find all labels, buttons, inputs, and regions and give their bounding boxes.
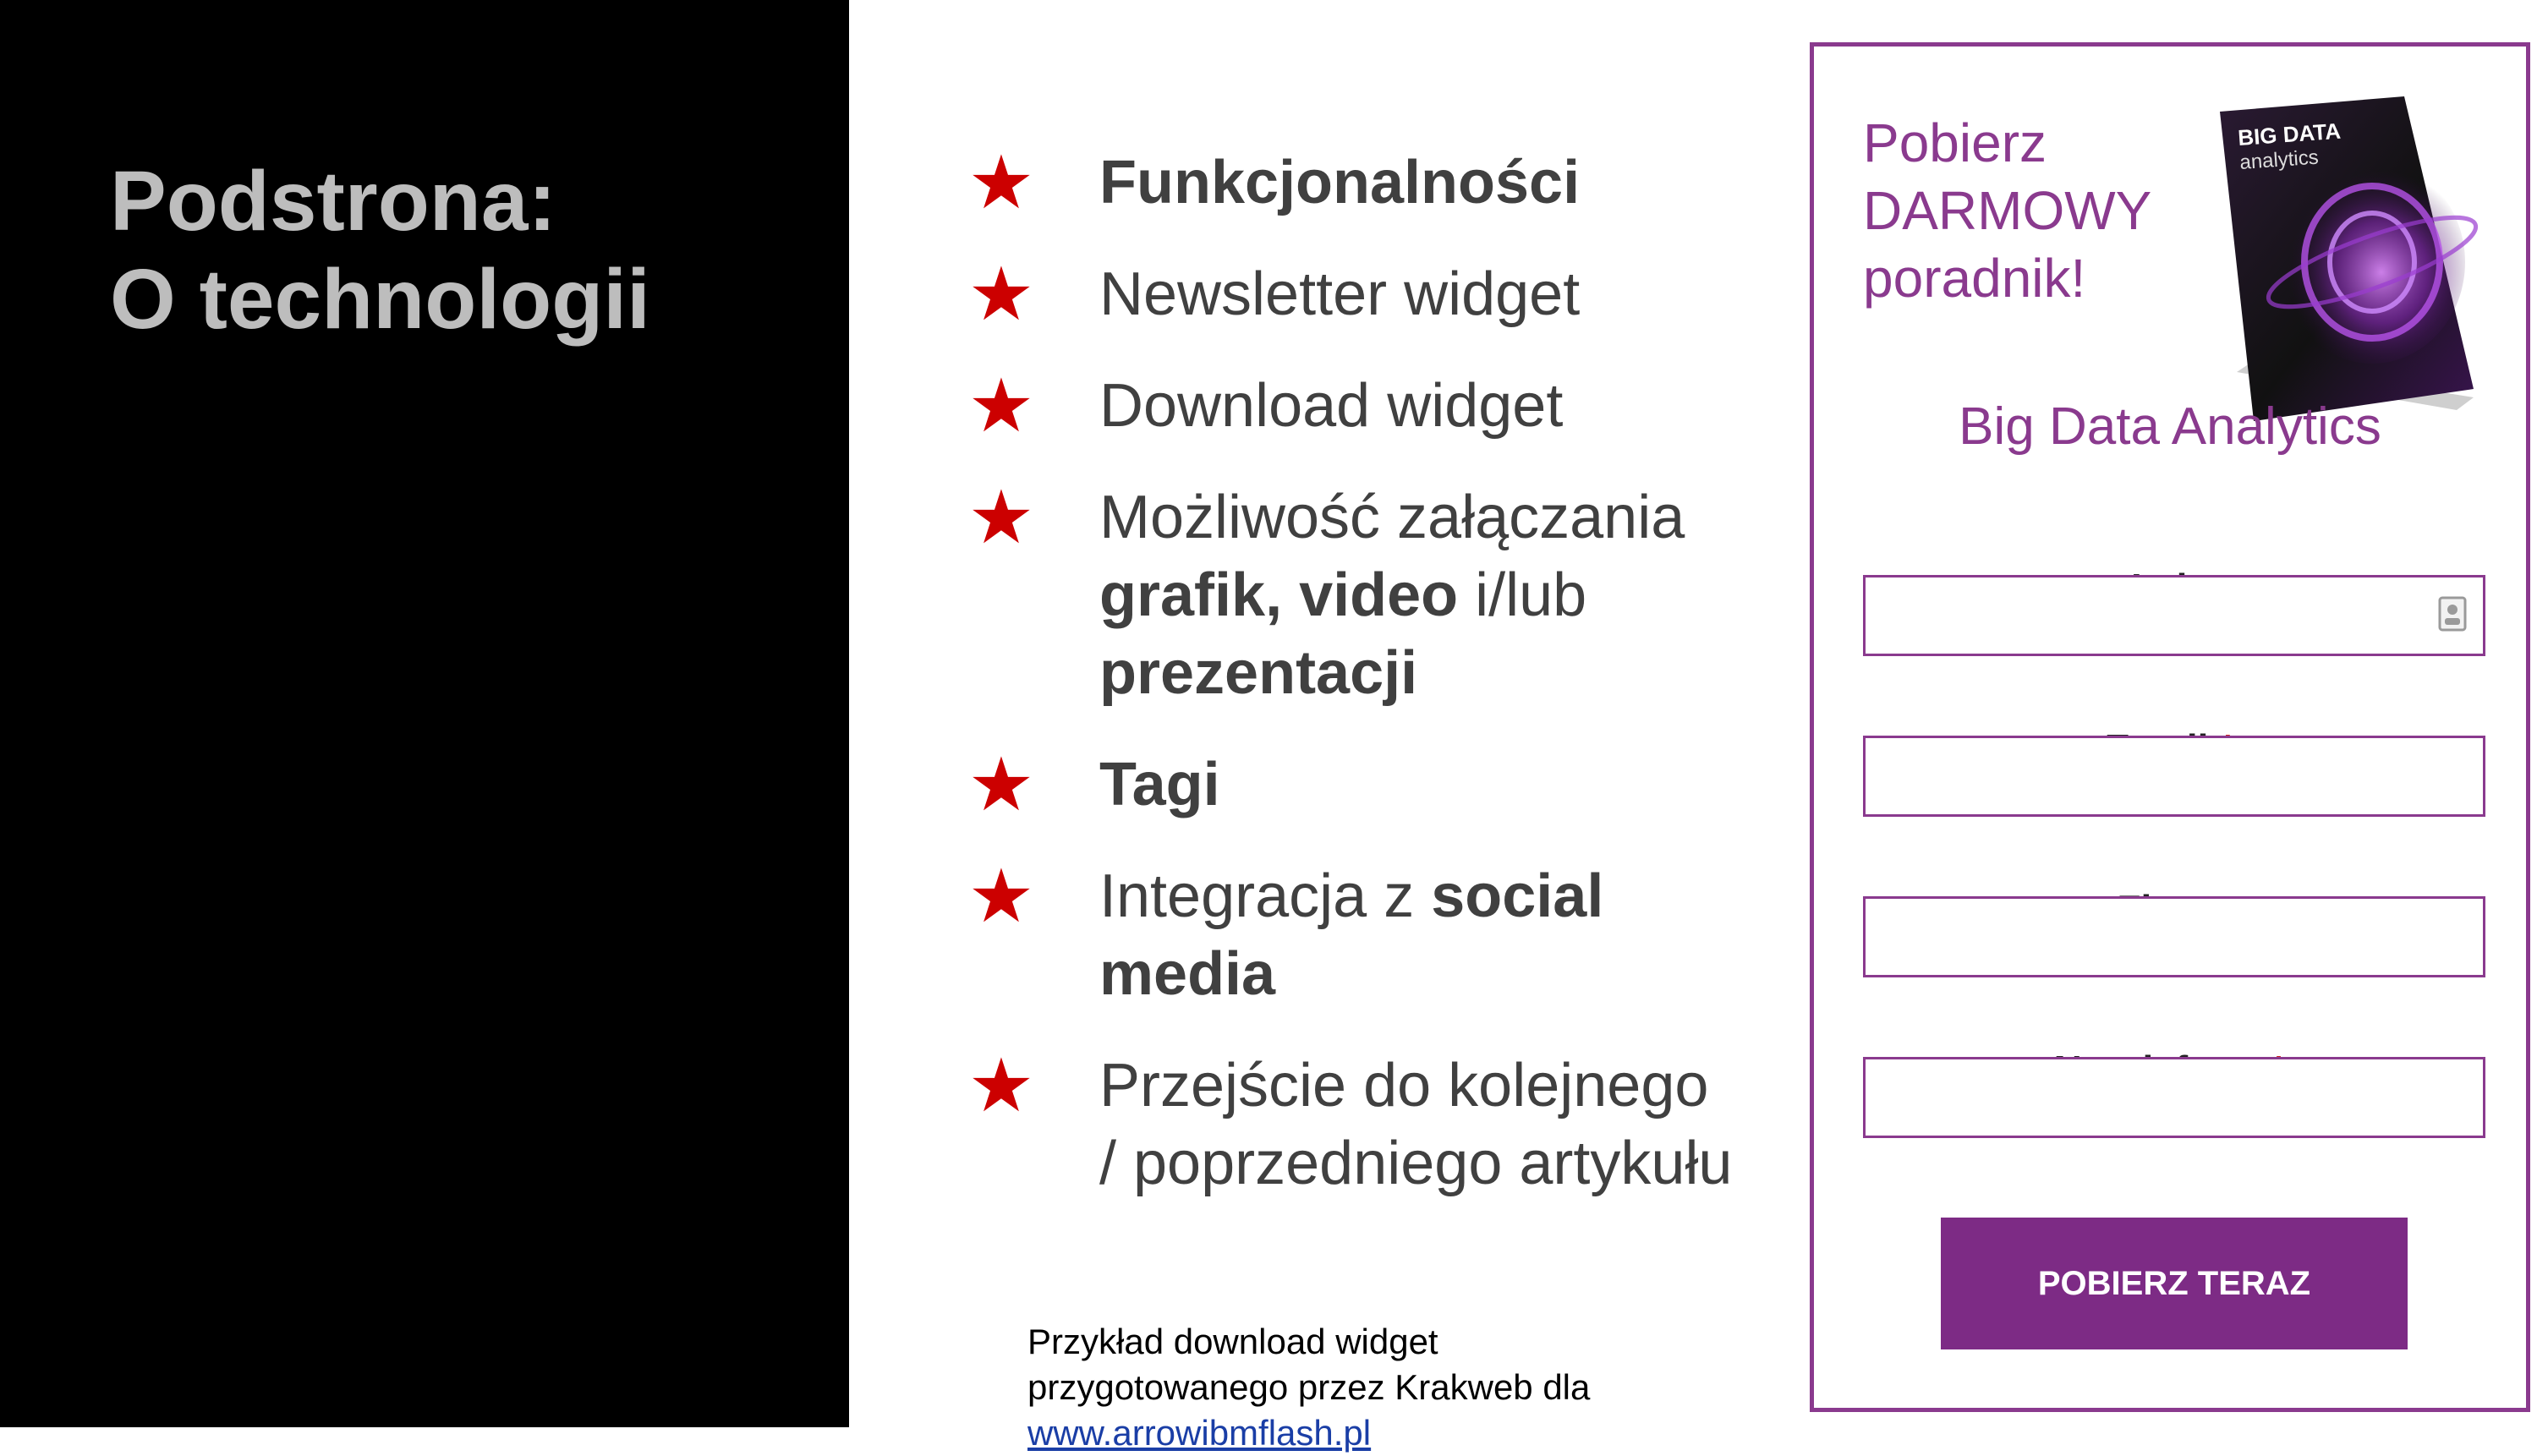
feature-text-regular: Newsletter widget [1099,260,1581,328]
star-icon: ★ [967,140,1035,224]
feature-item [964,475,1742,712]
slide-title-line-1: Podstrona: [110,154,556,249]
book-subtitle: analytics [2238,145,2320,174]
promo-text [1863,109,2218,312]
feature-text [1099,149,1580,216]
feature-item [964,252,1742,336]
caption-line-1: Przykład download widget [1027,1322,1438,1361]
slide-title [110,152,650,348]
star-icon: ★ [967,364,1035,447]
widget-caption [1027,1319,1789,1456]
feature-text-bold: grafik, video [1099,561,1459,629]
feature-text-regular: Download widget [1099,372,1564,440]
feature-text [1099,260,1580,328]
feature-text [1099,751,1220,818]
name-input[interactable] [1863,575,2485,656]
feature-item [964,854,1742,1013]
feature-text-bold: Funkcjonalności [1099,149,1581,216]
feature-item [964,1043,1742,1202]
feature-text-bold: Tagi [1099,751,1220,818]
feature-list [964,140,1742,1236]
feature-text-regular: Możliwość załączania [1099,484,1685,551]
download-now-button[interactable]: POBIERZ TERAZ [1941,1218,2408,1349]
star-icon: ★ [967,475,1035,559]
star-icon: ★ [967,854,1035,938]
title-panel [0,0,849,1427]
star-icon: ★ [967,1043,1035,1127]
feature-text [1099,484,1685,707]
book-cover-image [2203,93,2490,431]
feature-text-regular: Integracja z [1099,862,1432,930]
promo-line-2: DARMOWY [1863,180,2152,241]
feature-item [964,140,1742,224]
contact-card-icon [2436,596,2470,633]
book-title: BIG DATA [2237,118,2342,151]
star-icon: ★ [967,252,1035,336]
caption-line-2: przygotowanego przez Krakweb dla [1027,1367,1591,1407]
download-widget [1810,42,2530,1412]
feature-text [1099,862,1603,1008]
feature-text-bold: prezentacji [1099,639,1418,707]
promo-line-3: poradnik! [1863,248,2086,309]
widget-title: Big Data Analytics [1959,397,2381,456]
slide-title-line-2: O technologii [110,252,650,347]
phone-input[interactable] [1863,1057,2485,1138]
feature-text-regular: Przejście do kolejnego / poprzedniego artykułu [1099,1052,1733,1197]
caption-link[interactable]: www.arrowibmflash.pl [1027,1413,1372,1453]
feature-text [1099,372,1563,440]
feature-text-regular: i/lub [1458,561,1587,629]
email-input[interactable] [1863,736,2485,817]
star-icon: ★ [967,742,1035,826]
feature-item [964,364,1742,447]
company-input[interactable] [1863,896,2485,977]
feature-item [964,742,1742,826]
feature-text-bold: social media [1099,862,1604,1008]
feature-text [1099,1052,1732,1197]
promo-line-1: Pobierz [1863,112,2047,173]
